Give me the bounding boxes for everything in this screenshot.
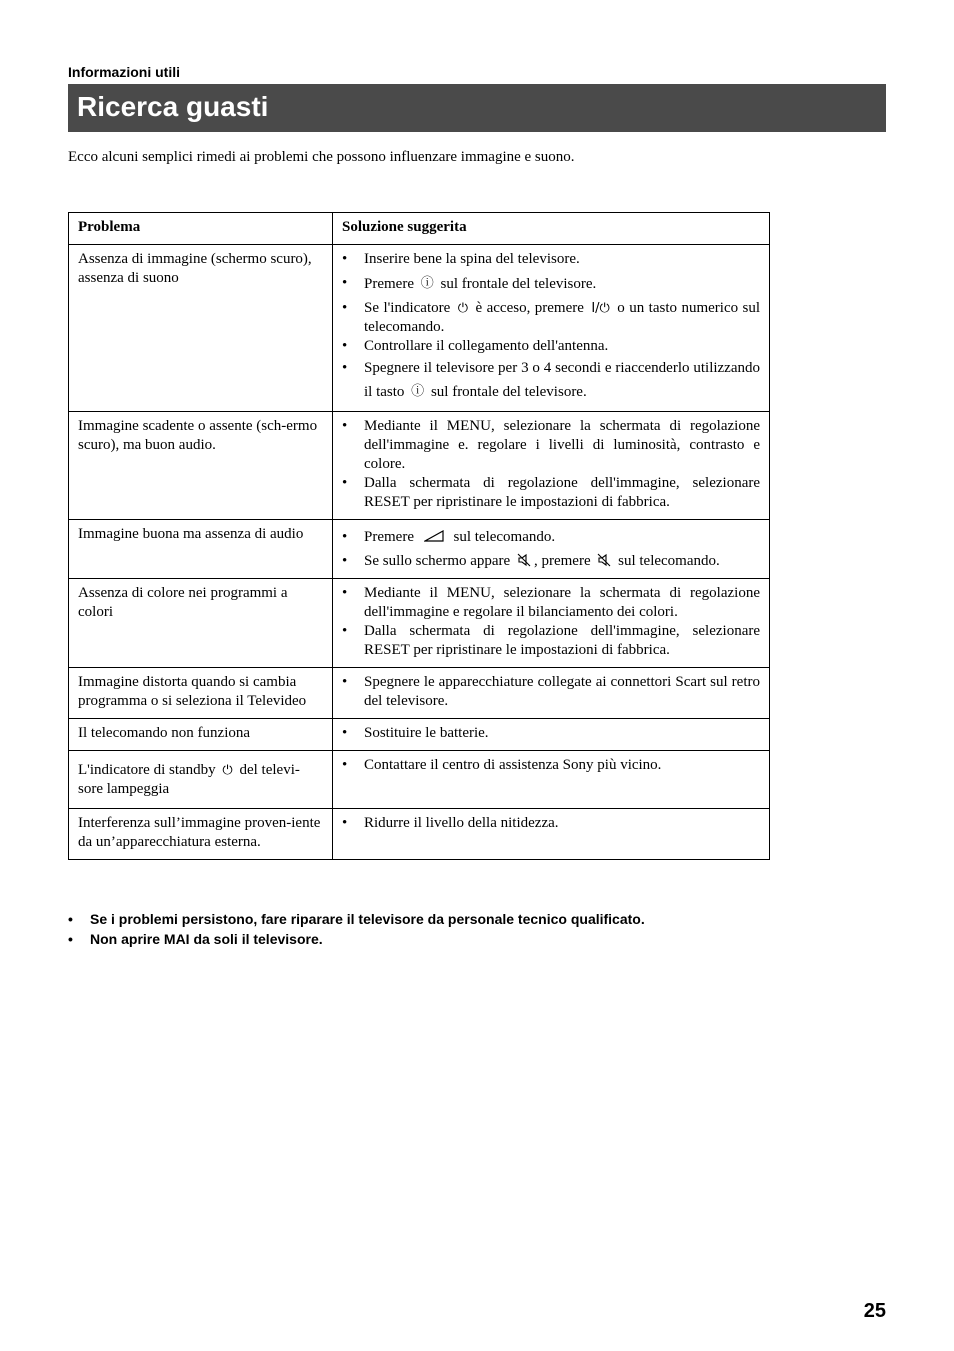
problem-text: L'indicatore di standby <box>78 762 216 778</box>
list-item <box>342 299 760 337</box>
solution-text: sul telecomando. <box>453 529 556 545</box>
solution-list <box>342 417 760 512</box>
solution-text: è acceso, premere <box>475 300 584 316</box>
solution-text: Spegnere il televisore per 3 o 4 secondi e riaccenderlo utilizzando il tasto <box>364 360 760 400</box>
table-row <box>69 668 770 719</box>
column-header-problem: Problema <box>69 213 333 245</box>
table-row <box>69 245 770 412</box>
solution-text: sul frontale del televisore. <box>440 276 597 292</box>
warning-item: • Non aprire MAI da soli il televisore. <box>68 929 645 949</box>
standby-icon: ⏻ <box>222 763 233 778</box>
solution-text: Premere <box>364 276 414 292</box>
list-item <box>342 552 760 571</box>
solution-text: Premere <box>364 529 414 545</box>
problem-text: del televi-sore lampeggia <box>78 762 300 797</box>
list-item <box>342 528 760 547</box>
table-row <box>69 579 770 668</box>
solution-list <box>342 250 760 404</box>
solution-list <box>342 756 760 775</box>
warning-item: • Se i problemi persistono, fare riparare il televisore da personale tecnico qualificato. <box>68 909 645 929</box>
list-item: • Spegnere le apparecchiature collegate ai connettori Scart sul retro del televisore. <box>342 673 760 711</box>
solution-text: Se l'indicatore <box>364 300 451 316</box>
solution-text: sul telecomando. <box>618 553 720 569</box>
list-item: • Controllare il collegamento dell'antenna. <box>342 337 760 356</box>
page-number: 25 <box>863 1300 886 1322</box>
solution-list <box>342 528 760 571</box>
power-button-icon: ⓘ <box>420 276 434 291</box>
problem-cell: Assenza di immagine (schermo scuro), assenza di suono <box>69 245 333 412</box>
table-row <box>69 719 770 751</box>
troubleshooting-table <box>68 212 770 860</box>
solution-cell <box>333 245 770 412</box>
list-item: • Dalla schermata di regolazione dell'immagine, selezionare RESET per ripristinare le impostazioni di fabbrica. <box>342 622 760 660</box>
section-label: Informazioni utili <box>68 64 180 80</box>
table-row <box>69 809 770 860</box>
mute-icon <box>517 553 531 567</box>
column-header-solution: Soluzione suggerita <box>333 213 770 245</box>
problem-cell <box>69 751 333 809</box>
list-item: • Contattare il centro di assistenza Sony più vicino. <box>342 756 760 775</box>
solution-cell <box>333 579 770 668</box>
list-item <box>342 274 760 294</box>
problem-cell: Interferenza sull’immagine proven-iente da un’apparecchiatura esterna. <box>69 809 333 860</box>
problem-cell: Il telecomando non funziona <box>69 719 333 751</box>
solution-cell <box>333 809 770 860</box>
solution-text: , premere <box>533 553 591 569</box>
list-item: • Dalla schermata di regolazione dell'immagine, selezionare RESET per ripristinare le impostazioni di fabbrica. <box>342 474 760 512</box>
standby-icon: ⏻ <box>457 301 469 316</box>
list-item: • Inserire bene la spina del televisore. <box>342 250 760 269</box>
warning-list <box>68 909 645 949</box>
list-item: • Ridurre il livello della nitidezza. <box>342 814 760 833</box>
mute-icon <box>597 553 611 567</box>
solution-list <box>342 814 760 833</box>
list-item: • Mediante il MENU, selezionare la schermata di regolazione dell'immagine e regolare il bilanciamento dei colori. <box>342 584 760 622</box>
solution-cell <box>333 668 770 719</box>
volume-icon <box>424 530 444 542</box>
solution-cell <box>333 412 770 520</box>
solution-list <box>342 584 760 660</box>
table-row <box>69 520 770 579</box>
list-item: • Mediante il MENU, selezionare la schermata di regolazione dell'immagine e. regolare i livelli di luminosità, contrasto e colore. <box>342 417 760 474</box>
list-item <box>342 356 760 404</box>
solution-text: o un tasto numerico sul telecomando. <box>364 300 761 335</box>
solution-text: sul frontale del televisore. <box>430 384 587 400</box>
solution-cell <box>333 520 770 579</box>
table-row <box>69 751 770 809</box>
list-item: • Sostituire le batterie. <box>342 724 760 743</box>
solution-cell <box>333 719 770 751</box>
intro-text: Ecco alcuni semplici rimedi ai problemi che possono influenzare immagine e suono. <box>68 149 575 165</box>
solution-text: Se sullo schermo appare <box>364 553 511 569</box>
on-standby-icon: I/⏻ <box>591 301 610 316</box>
problem-cell: Immagine buona ma assenza di audio <box>69 520 333 579</box>
problem-cell: Assenza di colore nei programmi a colori <box>69 579 333 668</box>
solution-list <box>342 673 760 711</box>
table-row <box>69 412 770 520</box>
table-header-row <box>69 213 770 245</box>
solution-list <box>342 724 760 743</box>
problem-cell: Immagine distorta quando si cambia programma o si seleziona il Televideo <box>69 668 333 719</box>
solution-cell <box>333 751 770 809</box>
power-button-icon: ⓘ <box>411 384 425 399</box>
page-title: Ricerca guasti <box>77 91 269 122</box>
title-bar <box>68 84 886 132</box>
problem-cell: Immagine scadente o assente (sch-ermo scuro), ma buon audio. <box>69 412 333 520</box>
